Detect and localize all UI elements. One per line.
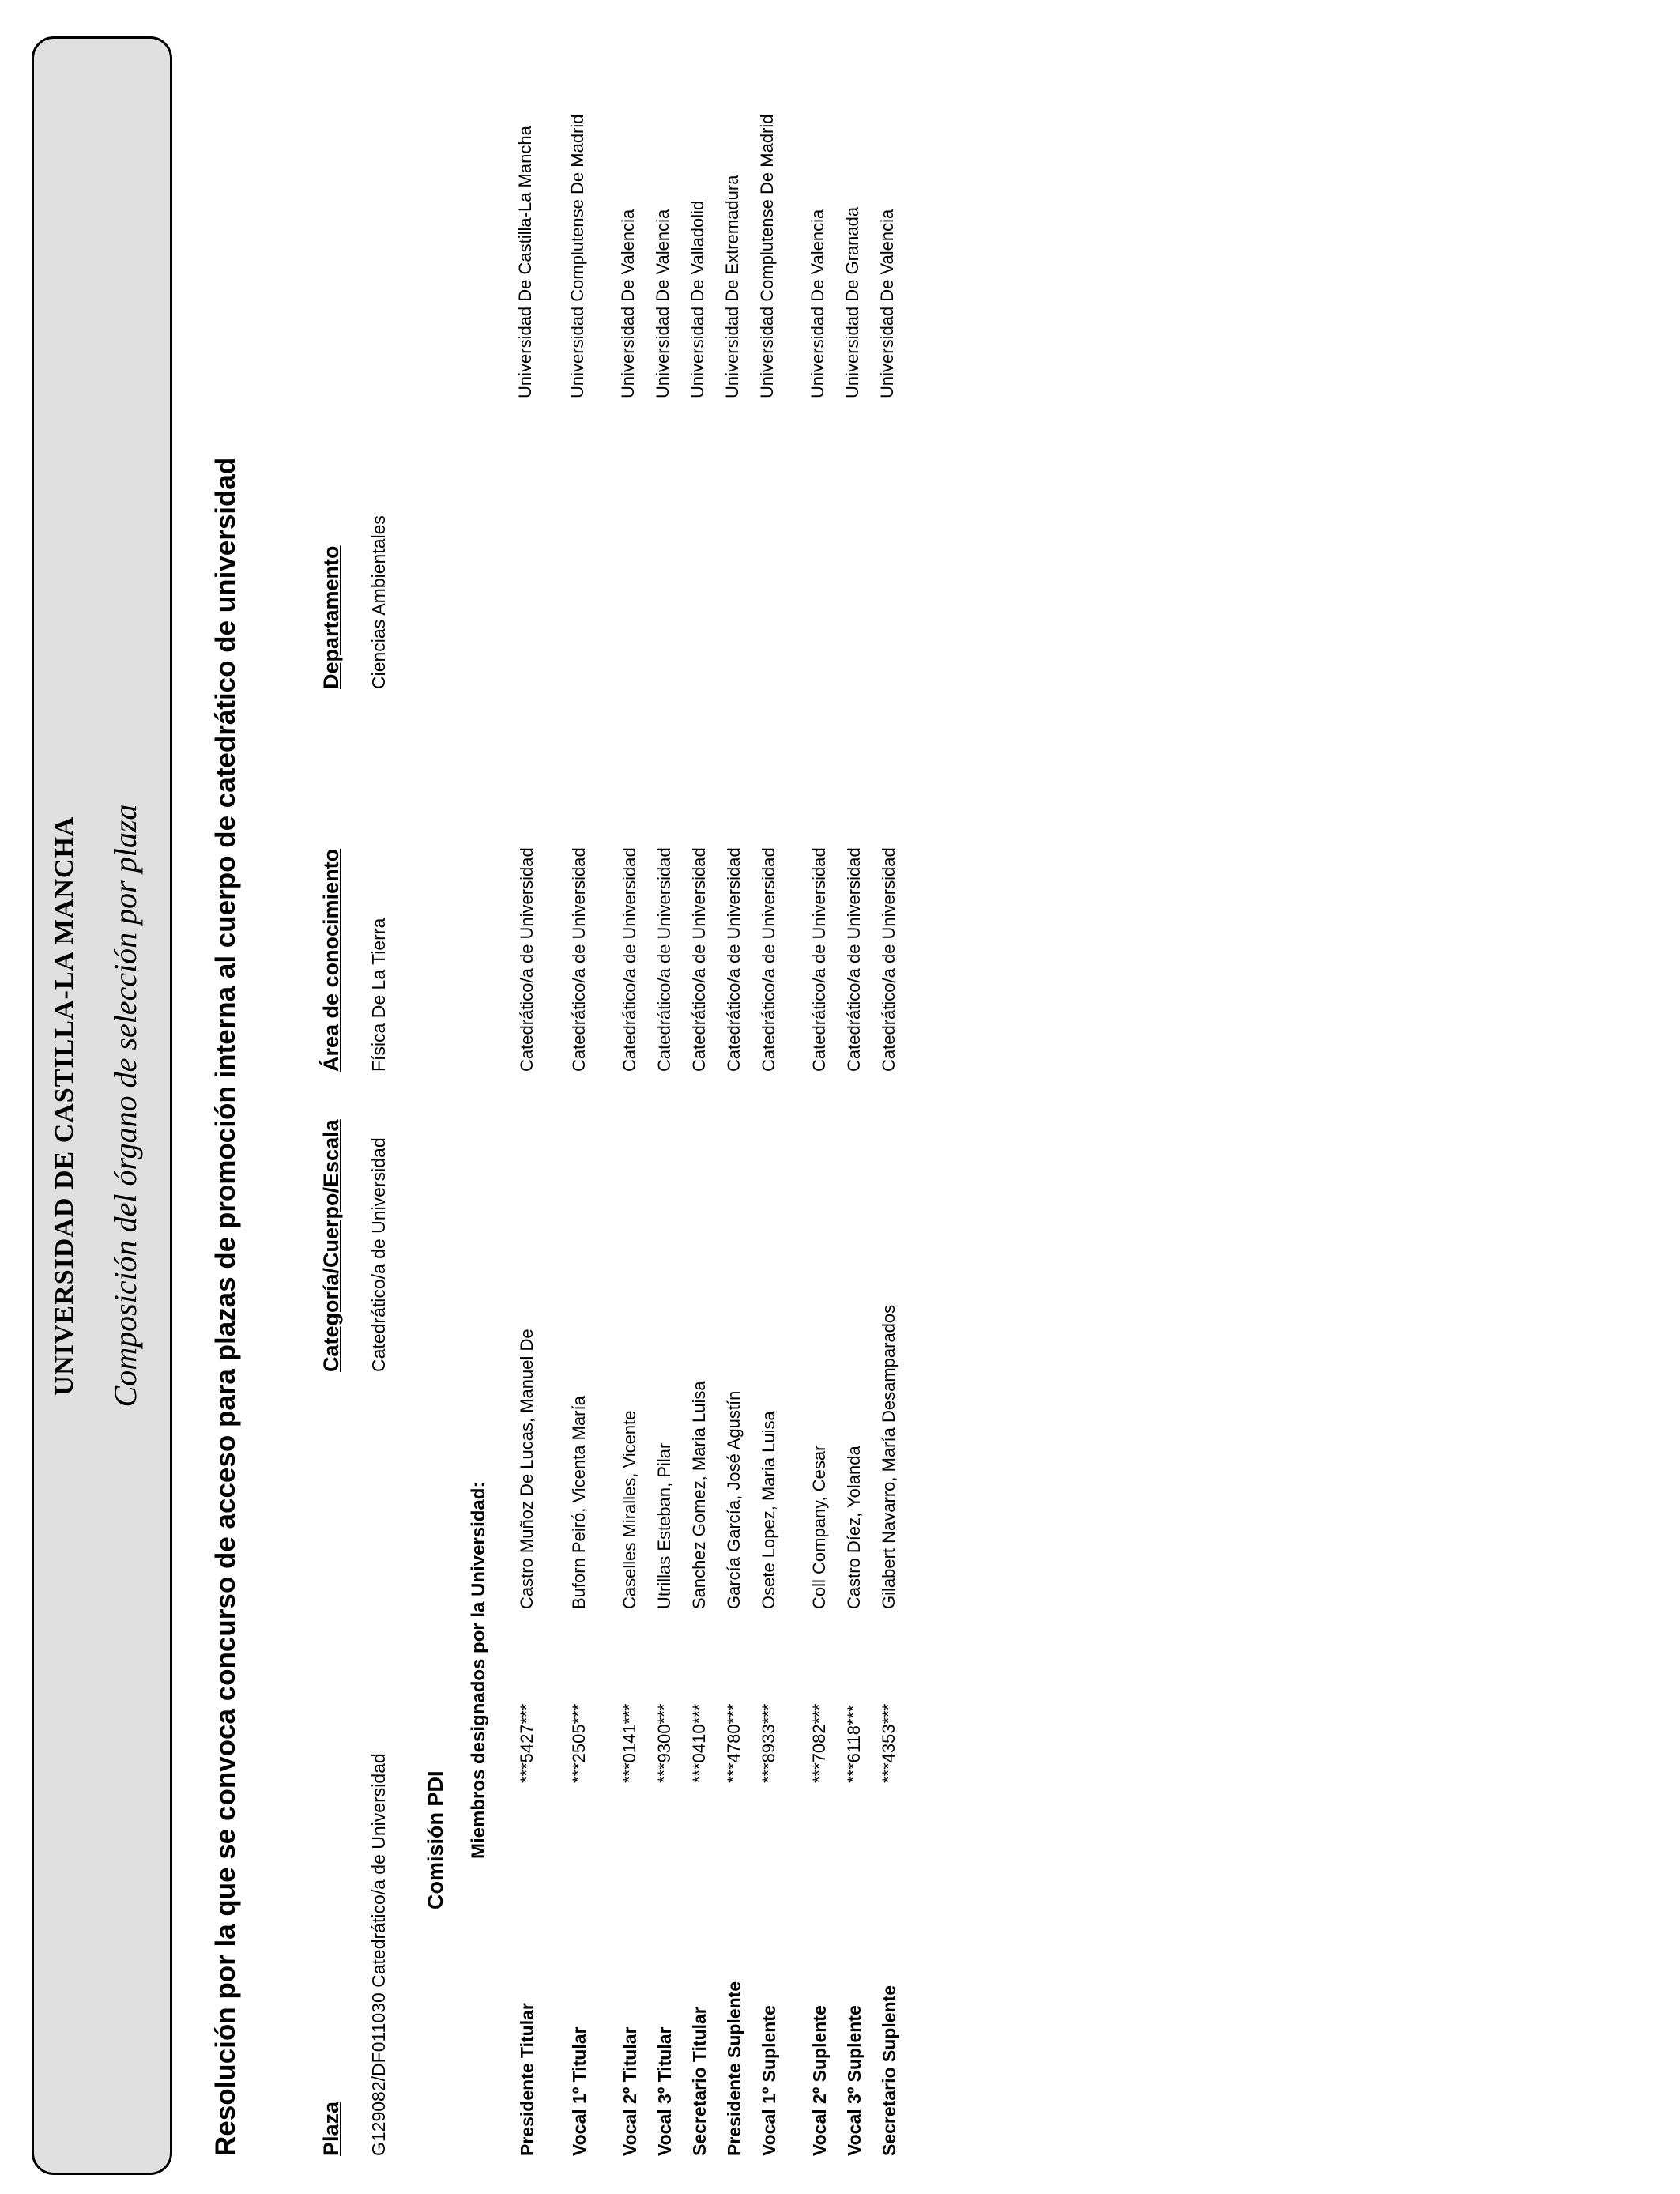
member-university: Universidad De Castilla-La Mancha	[515, 126, 535, 398]
member-university: Universidad De Granada	[842, 206, 862, 398]
member-name: Castro Muñoz De Lucas, Manuel De	[517, 1329, 537, 1609]
member-role: Vocal 1º Titular	[569, 2026, 590, 2156]
member-university: Universidad Complutense De Madrid	[567, 114, 587, 398]
header-box	[32, 36, 172, 2175]
member-category: Catedrático/a de Universidad	[879, 847, 898, 1072]
member-name: Castro Díez, Yolanda	[844, 1446, 864, 1609]
member-category: Catedrático/a de Universidad	[689, 847, 709, 1072]
categoria-value: Catedrático/a de Universidad	[368, 1137, 389, 1372]
miembros-title: Miembros designados por la Universidad:	[468, 1481, 489, 1859]
member-name: Caselles Miralles, Vicente	[620, 1410, 639, 1609]
member-name: Gilabert Navarro, María Desamparados	[879, 1304, 898, 1609]
member-name: Buforn Peiró, Vicenta María	[569, 1396, 589, 1609]
header-departamento: Departamento	[319, 545, 343, 689]
member-name: Sanchez Gomez, Maria Luisa	[689, 1381, 709, 1609]
member-role: Vocal 2º Titular	[620, 2026, 640, 2156]
member-category: Catedrático/a de Universidad	[569, 847, 589, 1072]
member-id: ***7082***	[809, 1703, 829, 1783]
member-university: Universidad De Valencia	[877, 209, 897, 398]
member-id: ***0410***	[689, 1703, 709, 1783]
member-university: Universidad De Valencia	[618, 209, 638, 398]
member-university: Universidad Complutense De Madrid	[757, 114, 777, 398]
member-id: ***4780***	[724, 1703, 744, 1783]
member-university: Universidad De Extremadura	[722, 175, 742, 398]
member-name: Coll Company, Cesar	[809, 1445, 829, 1609]
member-role: Secretario Suplente	[879, 1985, 899, 2156]
member-id: ***0141***	[620, 1703, 639, 1783]
member-id: ***5427***	[517, 1703, 537, 1783]
member-id: ***4353***	[879, 1703, 898, 1783]
member-role: Presidente Suplente	[724, 1981, 744, 2156]
member-role: Vocal 1º Suplente	[759, 2005, 779, 2156]
member-category: Catedrático/a de Universidad	[844, 847, 864, 1072]
header-area: Área de conocimiento	[319, 848, 343, 1072]
member-university: Universidad De Valencia	[808, 209, 827, 398]
member-id: ***6118***	[844, 1705, 864, 1783]
member-category: Catedrático/a de Universidad	[724, 847, 744, 1072]
member-role: Vocal 3º Titular	[654, 2026, 675, 2156]
comision-title: Comisión PDI	[424, 1770, 447, 1909]
member-category: Catedrático/a de Universidad	[759, 847, 778, 1072]
header-categoria: Categoría/Cuerpo/Escala	[319, 1119, 343, 1372]
member-row	[569, 0, 624, 2194]
member-id: ***9300***	[654, 1703, 674, 1783]
member-category: Catedrático/a de Universidad	[517, 847, 537, 1072]
member-row	[517, 0, 572, 2194]
departamento-value: Ciencias Ambientales	[368, 515, 389, 689]
member-name: Osete Lopez, Maria Luisa	[759, 1411, 778, 1609]
document-subtitle: Composición del órgano de selección por plaza	[107, 804, 143, 1408]
member-role: Vocal 2º Suplente	[809, 2005, 830, 2156]
plaza-value: G129082/DF011030 Catedrático/a de Universidad	[368, 1753, 389, 2156]
area-value: Física De La Tierra	[368, 918, 389, 1072]
resolution-title: Resolución por la que se convoca concurso de acceso para plazas de promoción interna al cuerpo de catedrático de universidad	[210, 457, 241, 2156]
member-category: Catedrático/a de Universidad	[654, 847, 674, 1072]
member-id: ***2505***	[569, 1703, 589, 1783]
member-category: Catedrático/a de Universidad	[620, 847, 639, 1072]
header-plaza: Plaza	[319, 2101, 343, 2156]
member-category: Catedrático/a de Universidad	[809, 847, 829, 1072]
member-id: ***8933***	[759, 1703, 778, 1783]
member-university: Universidad De Valladolid	[687, 200, 707, 398]
university-name: UNIVERSIDAD DE CASTILLA-LA MANCHA	[50, 816, 79, 1396]
member-name: Utrillas Esteban, Pilar	[654, 1442, 674, 1609]
member-row	[759, 0, 814, 2194]
member-role: Vocal 3º Suplente	[844, 2005, 864, 2156]
member-name: García García, José Agustín	[724, 1390, 744, 1609]
member-row	[879, 0, 934, 2194]
member-role: Presidente Titular	[517, 2003, 537, 2156]
member-university: Universidad De Valencia	[653, 209, 672, 398]
member-role: Secretario Titular	[689, 2007, 710, 2156]
